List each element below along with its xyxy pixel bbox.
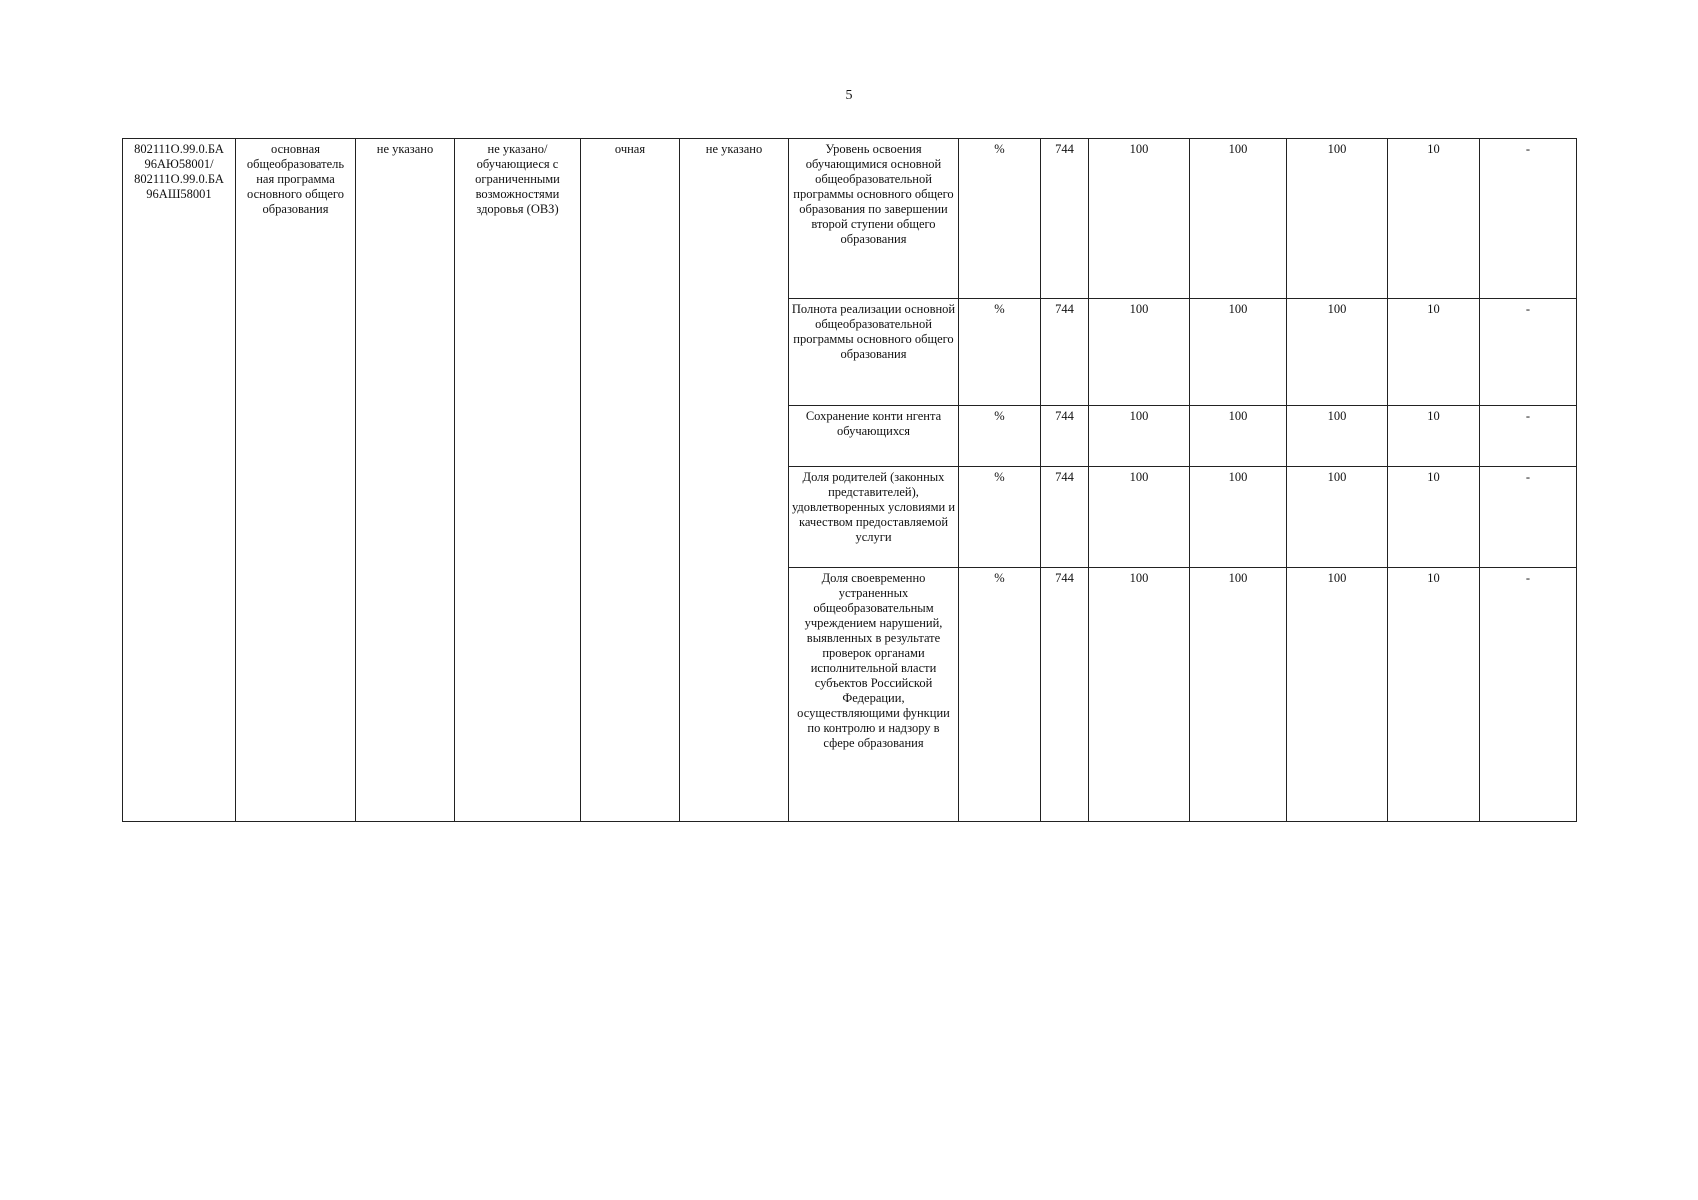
deviation-cell: 10 <box>1388 406 1480 467</box>
page-number: 5 <box>845 88 853 103</box>
value-2-cell: 100 <box>1190 139 1287 299</box>
value-2-cell: 100 <box>1190 406 1287 467</box>
quality-indicators-table <box>122 138 1577 822</box>
value-3-cell: 100 <box>1287 139 1388 299</box>
value-1-cell: 100 <box>1089 139 1190 299</box>
value-3-cell: 100 <box>1287 568 1388 822</box>
value-1-cell: 100 <box>1089 406 1190 467</box>
okei-cell: 744 <box>1041 467 1089 568</box>
deviation-cell: 10 <box>1388 568 1480 822</box>
indicator-name-cell: Сохранение конти нгента обучающихся <box>789 406 959 467</box>
value-2-cell: 100 <box>1190 467 1287 568</box>
indicator-name-cell: Полнота реализации основной общеобразовательной программы основного общего образования <box>789 299 959 406</box>
deviation-cell: 10 <box>1388 467 1480 568</box>
form-cell: очная <box>581 139 680 822</box>
program-cell: основная общеобразователь ная программа основного общего образования <box>236 139 356 822</box>
okei-cell: 744 <box>1041 139 1089 299</box>
unit-cell: % <box>959 406 1041 467</box>
note-cell: - <box>1480 139 1577 299</box>
indicator-name-cell: Доля своевременно устраненных общеобразовательным учреждением нарушений, выявленных в результате проверок органами исполнительной власти субъектов Российской Федерации, осуществляющими функции по контролю и надзору в сфере образования <box>789 568 959 822</box>
okei-cell: 744 <box>1041 568 1089 822</box>
unit-cell: % <box>959 139 1041 299</box>
indicator-name-cell: Доля родителей (законных представителей), удовлетворенных условиями и качеством предоставляемой услуги <box>789 467 959 568</box>
registry-code-cell: 802111О.99.0.БА 96АЮ58001/ 802111О.99.0.БА 96АШ58001 <box>123 139 236 822</box>
value-2-cell: 100 <box>1190 568 1287 822</box>
value-1-cell: 100 <box>1089 568 1190 822</box>
value-3-cell: 100 <box>1287 467 1388 568</box>
unit-cell: % <box>959 299 1041 406</box>
indicator-name-cell: Уровень освоения обучающимися основной общеобразовательной программы основного общего образования по завершении второй ступени общего образования <box>789 139 959 299</box>
unit-cell: % <box>959 568 1041 822</box>
note-cell: - <box>1480 568 1577 822</box>
deviation-cell: 10 <box>1388 299 1480 406</box>
note-cell: - <box>1480 406 1577 467</box>
category-cell: не указано/ обучающиеся с ограниченными возможностями здоровья (ОВЗ) <box>455 139 581 822</box>
value-2-cell: 100 <box>1190 299 1287 406</box>
table-row <box>123 139 1577 299</box>
other-cell: не указано <box>680 139 789 822</box>
value-1-cell: 100 <box>1089 299 1190 406</box>
note-cell: - <box>1480 467 1577 568</box>
unit-cell: % <box>959 467 1041 568</box>
standard-cell: не указано <box>356 139 455 822</box>
okei-cell: 744 <box>1041 299 1089 406</box>
value-3-cell: 100 <box>1287 299 1388 406</box>
okei-cell: 744 <box>1041 406 1089 467</box>
value-3-cell: 100 <box>1287 406 1388 467</box>
deviation-cell: 10 <box>1388 139 1480 299</box>
note-cell: - <box>1480 299 1577 406</box>
value-1-cell: 100 <box>1089 467 1190 568</box>
